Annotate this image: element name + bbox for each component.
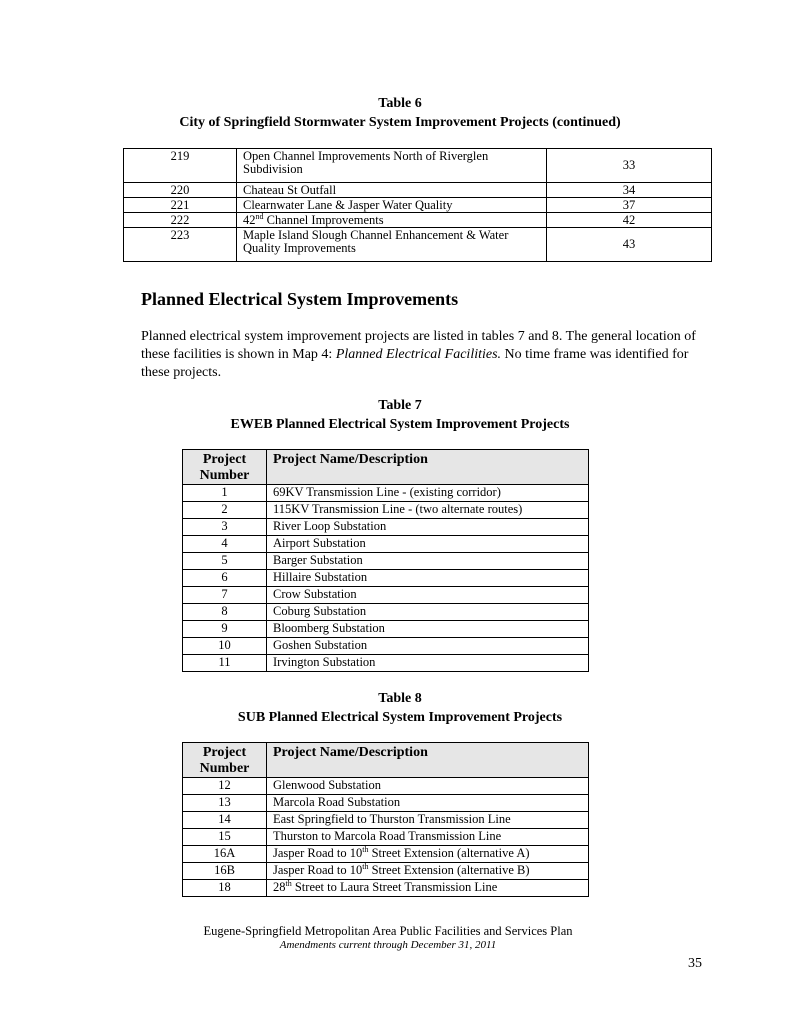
project-id: 223 <box>124 228 237 262</box>
project-id: 220 <box>124 183 237 198</box>
table-row: 3 River Loop Substation <box>183 519 589 536</box>
page-ref: 33 <box>547 149 712 183</box>
page-number: 35 <box>688 956 702 971</box>
footer-amendments: Amendments current through December 31, 2011 <box>279 939 497 951</box>
project-id: 221 <box>124 198 237 213</box>
table-row: 11 Irvington Substation <box>183 655 589 672</box>
table-row: 8 Coburg Substation <box>183 604 589 621</box>
section-heading: Planned Electrical System Improvements <box>141 289 459 309</box>
table-row: 12 Glenwood Substation <box>183 778 589 795</box>
table-row: 13 Marcola Road Substation <box>183 795 589 812</box>
table-row <box>124 228 712 262</box>
project-name: Maple Island Slough Channel Enhancement & Water Quality Improvements <box>237 228 547 262</box>
table8-subtitle: SUB Planned Electrical System Improvement Projects <box>237 710 563 725</box>
table6-caption <box>0 94 800 132</box>
page-ref: 37 <box>547 198 712 213</box>
table-row: 1 69KV Transmission Line - (existing corridor) <box>183 485 589 502</box>
table7-caption <box>0 396 800 434</box>
table-row: 2 115KV Transmission Line - (two alternate routes) <box>183 502 589 519</box>
table-header-row <box>183 450 589 485</box>
table-row: 18 28th Street to Laura Street Transmission Line <box>183 880 589 897</box>
table-row: 4 Airport Substation <box>183 536 589 553</box>
project-name: Clearnwater Lane & Jasper Water Quality <box>237 198 547 213</box>
table-row <box>124 213 712 228</box>
table-row: 5 Barger Substation <box>183 553 589 570</box>
table7-subtitle: EWEB Planned Electrical System Improvement Projects <box>230 417 570 432</box>
header-project-number: Project Number <box>183 450 267 485</box>
table7 <box>182 449 589 672</box>
table-row: 7 Crow Substation <box>183 587 589 604</box>
table-row: 6 Hillaire Substation <box>183 570 589 587</box>
footer-title: Eugene-Springfield Metropolitan Area Public Facilities and Services Plan <box>203 924 573 938</box>
header-project-name: Project Name/Description <box>267 743 589 778</box>
table6-title: Table 6 <box>378 96 422 111</box>
table-row: 10 Goshen Substation <box>183 638 589 655</box>
table-row: 15 Thurston to Marcola Road Transmission Line <box>183 829 589 846</box>
project-name: Chateau St Outfall <box>237 183 547 198</box>
page-ref: 34 <box>547 183 712 198</box>
table6 <box>123 148 712 262</box>
header-project-number: Project Number <box>183 743 267 778</box>
table-row <box>124 198 712 213</box>
table-row: 9 Bloomberg Substation <box>183 621 589 638</box>
project-name: Open Channel Improvements North of Riverglen Subdivision <box>237 149 547 183</box>
table8-title: Table 8 <box>378 691 422 706</box>
table-row: 14 East Springfield to Thurston Transmission Line <box>183 812 589 829</box>
table8-caption <box>0 689 800 727</box>
table-row <box>124 183 712 198</box>
table-header-row <box>183 743 589 778</box>
table-row: 16A Jasper Road to 10th Street Extension (alternative A) <box>183 846 589 863</box>
header-project-name: Project Name/Description <box>267 450 589 485</box>
project-name: 42nd Channel Improvements <box>237 213 547 228</box>
table7-title: Table 7 <box>378 398 422 413</box>
table8 <box>182 742 589 897</box>
project-id: 222 <box>124 213 237 228</box>
footer <box>0 924 776 952</box>
section-paragraph: Planned electrical system improvement projects are listed in tables 7 and 8. The general location of these facilities is shown in Map 4: Planned Electrical Facilities. No time frame was identified for these projects. <box>141 329 696 380</box>
page-ref: 43 <box>547 228 712 262</box>
table-row: 16B Jasper Road to 10th Street Extension (alternative B) <box>183 863 589 880</box>
table-row <box>124 149 712 183</box>
project-id: 219 <box>124 149 237 183</box>
table6-subtitle: City of Springfield Stormwater System Improvement Projects (continued) <box>179 115 621 130</box>
page-ref: 42 <box>547 213 712 228</box>
